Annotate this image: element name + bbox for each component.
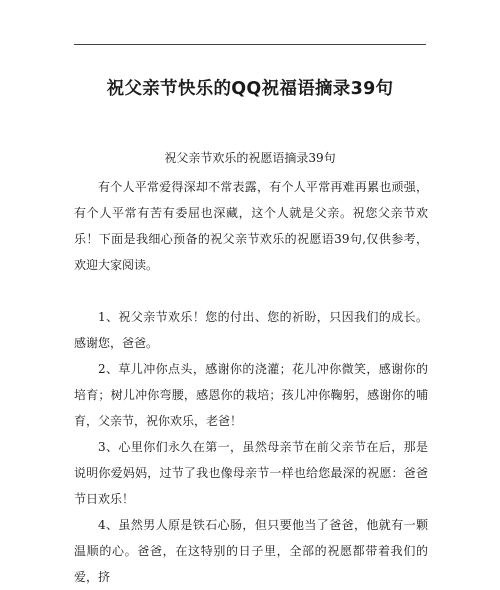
- document-title: 祝父亲节快乐的QQ祝福语摘录39句: [106, 79, 394, 99]
- document-subtitle: 祝父亲节欢乐的祝愿语摘录39句: [164, 151, 336, 165]
- blessing-paragraph-1: 1、祝父亲节欢乐！您的付出、您的祈盼，只因我们的成长。感谢您，爸爸。: [74, 310, 428, 350]
- intro-paragraph: 有个人平常爱得深却不常表露，有个人平常再难再累也顽强，有个人平常有苦有委屈也深藏，这个人就是父亲。祝您父亲节欢乐！下面是我细心预备的祝父亲节欢乐的祝愿语39句,仅供参考，欢迎大家阅读。: [74, 180, 428, 272]
- header-rule: [74, 44, 426, 45]
- blessing-paragraph-2: 2、草儿冲你点头，感谢你的浇灌；花儿冲你微笑，感谢你的培育；树儿冲你弯腰，感恩你的栽培；孩儿冲你鞠躬，感谢你的哺育，父亲节，祝你欢乐，老爸！: [74, 362, 428, 428]
- document-body: [74, 174, 428, 590]
- blessing-paragraph-3: 3、心里你们永久在第一，虽然母亲节在前父亲节在后，那是说明你爱妈妈，过节了我也像母亲节一样也给您最深的祝愿：爸爸节日欢乐！: [74, 440, 428, 506]
- blessing-paragraph-4: 4、虽然男人原是铁石心肠，但只要他当了爸爸，他就有一颗温顺的心。爸爸，在这特别的日子里，全部的祝愿都带着我们的爱，挤: [74, 518, 428, 584]
